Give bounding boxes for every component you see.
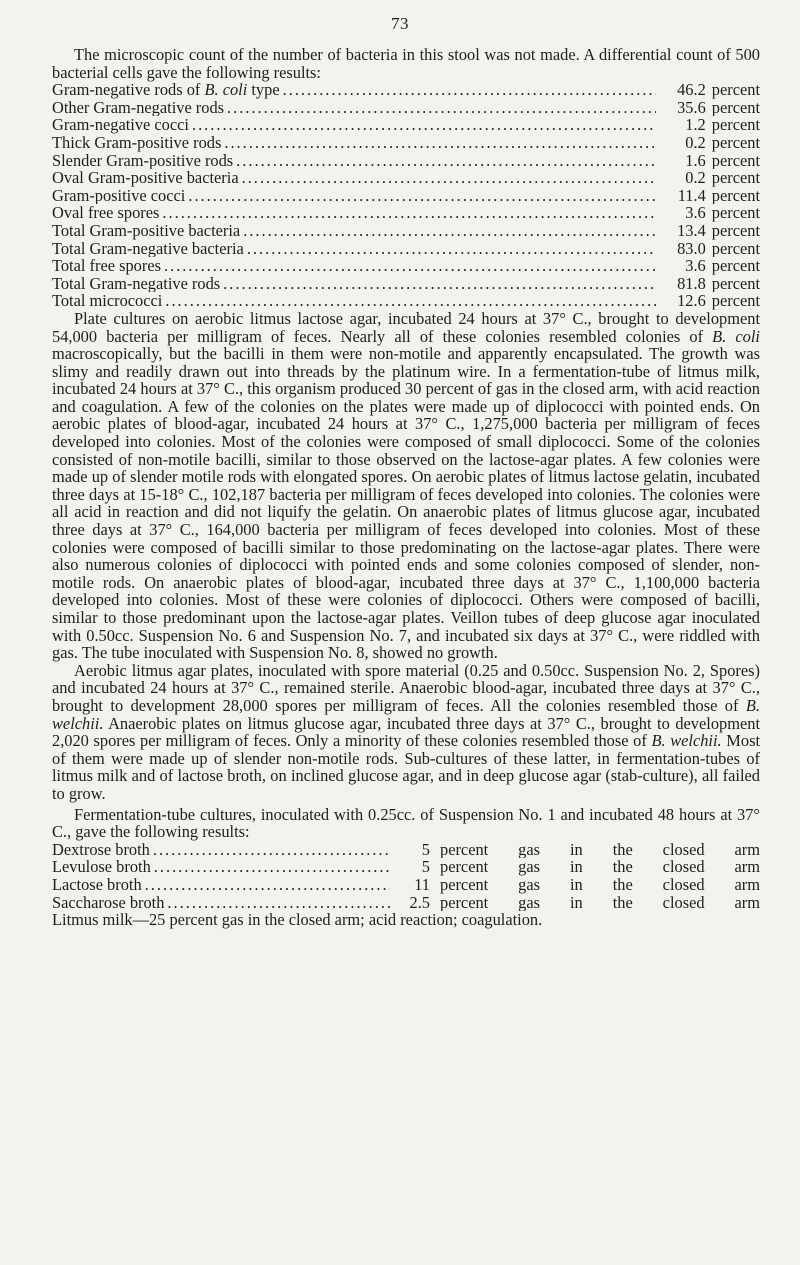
broth-label: Lactose broth xyxy=(52,875,142,894)
differential-count-table xyxy=(52,81,760,310)
count-value: 3.6 percent xyxy=(685,257,760,275)
body-text xyxy=(52,46,760,929)
gas-value: 11 xyxy=(414,875,430,894)
count-value: 35.6 percent xyxy=(677,98,760,117)
broth-label: Saccharose broth xyxy=(52,893,165,912)
count-label: Other Gram-negative rods xyxy=(52,98,225,117)
count-row xyxy=(52,275,760,293)
leader-dots xyxy=(224,134,655,152)
count-row xyxy=(52,187,760,205)
count-value: 0.2 percent xyxy=(685,169,760,187)
count-row xyxy=(52,134,760,152)
leader-dots xyxy=(154,858,390,876)
count-row xyxy=(52,169,760,187)
broth-label: Dextrose broth xyxy=(52,840,150,859)
count-label: Total Gram-negative rods xyxy=(52,274,221,293)
gas-description: percent gas in the closed arm xyxy=(440,858,760,876)
leader-dots xyxy=(243,222,656,240)
count-label: Gram-positive cocci xyxy=(52,186,186,205)
count-row xyxy=(52,257,760,275)
gas-value: 5 xyxy=(421,858,430,876)
plate-text-b: macroscopically, but the bacilli in them were non-motile and apparently encapsulated. The growth was slimy and readily drawn out into threads by the platinum wire. In a fermentation-tube of litmus milk, incubated 24 hours at 37° C., this organism produced 30 percent of gas in the closed arm, with acid reaction and coagulation. A few of the colonies on the plates were made up of diplococci with pointed ends. On aerobic plates of blood-agar, incubated 24 hours at 37° C., 1,275,000 bacteria per milligram of feces developed into colonies. Most of the colonies were composed of small diplococci. Some of the colonies consisted of non-motile bacilli, similar to those observed on the lactose-agar plates. A few colonies were made up of slender motile rods with elongated spores. On aerobic plates of litmus lactose gelatin, incubated three days at 15-18° C., 102,187 bacteria per milligram of feces developed into colonies. The colonies were all acid in reaction and did not liquify the gelatin. On anaerobic plates of litmus glucose agar, incubated three days at 37° C., 164,000 bacteria per milligram of feces developed into colonies. Most of these colonies were composed of bacilli similar to those predominating on the lactose-agar plates. There were also numerous colonies of diplococci with pointed ends and some colonies composed of slender, non-motile rods. On anaerobic plates of blood-agar, incubated three days at 37° C., 1,100,000 bacteria developed into colonies. Most of these were colonies of diplococci. Others were composed of bacilli, similar to those predominant upon the lactose-agar plates. Veillon tubes of deep glucose agar inoculated with 0.50cc. Suspension No. 6 and Suspension No. 7, and incubated six days at 37° C., were riddled with gas. The tube inoculated with Suspension No. 8, showed no growth. xyxy=(52,344,760,663)
count-label: Total Gram-negative bacteria xyxy=(52,239,244,258)
plate-text-a: Plate cultures on aerobic litmus lactose agar, incubated 24 hours at 37° C., brought to development 54,000 bacteria per milligram of feces. Nearly all of these colonies resembled colonies of xyxy=(52,308,760,346)
count-label: Total free spores xyxy=(52,257,161,275)
leader-dots xyxy=(227,99,656,117)
fermentation-paragraph: Fermentation-tube cultures, inoculated with 0.25cc. of Suspension No. 1 and incubated 48 hours at 37° C., gave the following results: xyxy=(52,804,760,842)
intro-paragraph: The microscopic count of the number of bacteria in this stool was not made. A differential count of 500 bacterial cells gave the following results: xyxy=(52,45,760,82)
leader-dots xyxy=(283,81,656,99)
count-row xyxy=(52,240,760,258)
count-value: 13.4 percent xyxy=(677,221,760,240)
broth-label: Levulose broth xyxy=(52,858,151,876)
litmus-milk-line: Litmus milk—25 percent gas in the closed arm; acid reaction; coagulation. xyxy=(52,910,543,930)
count-row xyxy=(52,292,760,310)
count-value: 83.0 percent xyxy=(677,239,760,258)
plate-text-em: B. coli xyxy=(712,326,760,346)
leader-dots xyxy=(145,876,390,894)
gas-description: percent gas in the closed arm xyxy=(440,875,760,894)
fermentation-table xyxy=(52,841,760,911)
count-row xyxy=(52,204,760,222)
leader-dots xyxy=(167,894,390,912)
leader-dots xyxy=(242,169,656,187)
page-number: 73 xyxy=(391,14,409,33)
spore-text-a: Aerobic litmus agar plates, inoculated with spore material (0.25 and 0.50cc. Suspension No. 2, Spores) and incubated 24 hours at 37° C., remained sterile. Anaerobic blood-agar, incubated three days at 37° C., brought to development 28,000 spores per milligram of feces. All the colonies resembled those of xyxy=(52,660,760,715)
fermentation-row xyxy=(52,858,760,876)
gas-description: percent gas in the closed arm xyxy=(440,840,760,859)
count-row xyxy=(52,222,760,240)
leader-dots xyxy=(236,152,656,170)
count-value: 46.2 percent xyxy=(677,81,760,99)
count-label: Oval Gram-positive bacteria xyxy=(52,169,239,187)
count-row xyxy=(52,99,760,117)
count-value: 81.8 percent xyxy=(677,274,760,293)
leader-dots xyxy=(192,116,656,134)
count-row xyxy=(52,152,760,170)
count-value: 12.6 percent xyxy=(677,292,760,310)
fermentation-row xyxy=(52,876,760,894)
count-value: 11.4 percent xyxy=(677,186,760,205)
fermentation-row xyxy=(52,894,760,912)
count-value: 3.6 percent xyxy=(685,204,760,222)
spore-text-b: Anaerobic plates on litmus glucose agar, incubated three days at 37° C., brought to development 2,020 spores per milligram of feces. Only a minority of these colonies resembled those of xyxy=(52,713,760,751)
count-label: Total micrococci xyxy=(52,292,163,310)
gas-value: 2.5 xyxy=(409,893,430,912)
count-label: Oval free spores xyxy=(52,204,160,222)
spore-paragraph xyxy=(52,662,760,803)
leader-dots xyxy=(165,292,655,310)
gas-description: percent gas in the closed arm xyxy=(440,893,760,912)
leader-dots xyxy=(223,275,656,293)
count-label: Total Gram-positive bacteria xyxy=(52,221,241,240)
leader-dots xyxy=(164,257,656,275)
spore-text-em2: B. welchii. xyxy=(651,731,722,751)
leader-dots xyxy=(153,841,390,859)
spore-text-em1: B. welchii. xyxy=(52,695,760,733)
spore-text-c: Most of them were made up of slender non-motile rods. Sub-cultures of these latter, in fermentation-tubes of litmus milk and of lactose broth, on inclined glucose agar, and in deep glucose agar (stab-culture), all failed to grow. xyxy=(52,731,760,803)
count-label: Gram-negative cocci xyxy=(52,116,189,134)
leader-dots xyxy=(247,240,656,258)
count-label: Slender Gram-positive rods xyxy=(52,151,234,170)
count-row xyxy=(52,81,760,99)
leader-dots xyxy=(162,204,655,222)
count-value: 0.2 percent xyxy=(685,133,760,152)
count-value: 1.2 percent xyxy=(685,116,760,134)
count-row xyxy=(52,116,760,134)
leader-dots xyxy=(188,187,655,205)
count-label: Thick Gram-positive rods xyxy=(52,133,222,152)
count-value: 1.6 percent xyxy=(685,151,760,170)
gas-value: 5 xyxy=(421,840,430,859)
plate-cultures-paragraph xyxy=(52,310,760,662)
count-label: Gram-negative rods of B. coli type xyxy=(52,81,280,99)
fermentation-row xyxy=(52,841,760,859)
